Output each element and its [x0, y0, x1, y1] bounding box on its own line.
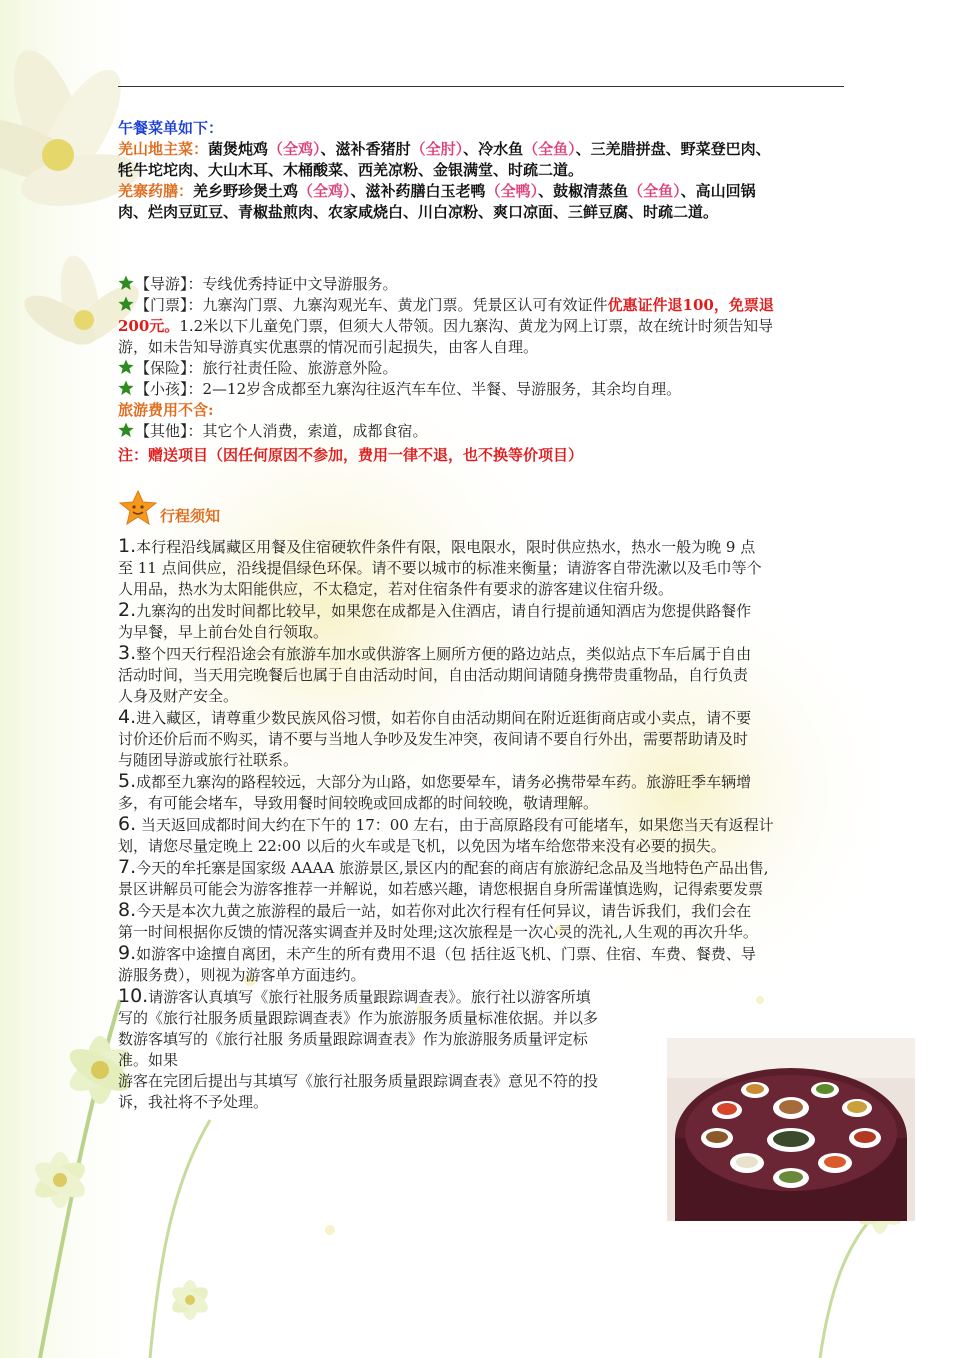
notice-line [118, 1071, 656, 1092]
notice-item [118, 814, 844, 857]
notice-text: 今天是本次九黄之旅游程的最后一站，如若你对此次行程有任何异议，请告诉我们，我们会在 [136, 902, 752, 920]
notice-number: 9. [118, 942, 137, 964]
notice-number: 5. [118, 770, 137, 792]
notice-line [118, 965, 844, 986]
green-star-icon [118, 359, 134, 375]
smiling-orange-star-icon [118, 490, 158, 526]
notice-text: 至 11 点间供应，沿线提倡绿色环保。请不要以城市的标准来衡量；请游客自带洗漱以及毛巾等个 [118, 559, 762, 577]
notice-number: 2. [118, 599, 137, 621]
dish-text: 菌煲炖鸡 [208, 140, 269, 158]
notice-text: 今天的牟托寨是国家级 AAAA 旅游景区,景区内的配套的商店有旅游纪念品及当地特色产品出售, [136, 859, 769, 877]
notice-text: 讨价还价后而不购买，请不要与当地人争吵及发生冲突，夜间请不要自行外出，需要帮助请及时 [118, 730, 749, 748]
notice-text: 整个四天行程沿途会有旅游车加水或供游客上厕所方便的路边站点，类似站点下车后属于自由 [136, 645, 752, 663]
menu-main-line-2: 牦牛坨坨肉、大山木耳、木桶酸菜、西羌凉粉、金银满堂、时疏二道。 [118, 161, 584, 179]
dish-tag: （全肘） [410, 140, 464, 158]
notice-line [118, 558, 844, 579]
notice-line [118, 600, 844, 622]
notice-line [118, 922, 844, 943]
notice-line [118, 622, 844, 643]
notice-text: 活动时间，当天用完晚餐后也属于自由活动时间，自由活动期间请随身携带贵重物品，自行负责 [118, 666, 749, 684]
notice-text: 人用品，热水为太阳能供应，不太稳定，若对住宿条件有要求的游客建议住宿升级。 [118, 580, 674, 598]
notice-line [118, 814, 844, 836]
notice-line [118, 1008, 656, 1029]
notice-line [118, 579, 844, 600]
notice-number: 8. [118, 899, 137, 921]
notice-item [118, 536, 844, 600]
gift-note: 注：赠送项目（因任何原因不参加，费用一律不退，也不换等价项目） [118, 446, 584, 464]
notice-text: 九寨沟的出发时间都比较早，如果您在成都是入住酒店，请自行提前通知酒店为您提供路餐作 [136, 602, 752, 620]
notice-line [118, 1092, 656, 1113]
item-text: ：九寨沟门票、九寨沟观光车、黄龙门票。凭景区认可有效证件 [187, 296, 608, 314]
dish-text: 、三羌腊拼盘、野菜登巴肉、 [575, 140, 771, 158]
menu-heading: 午餐菜单如下： [118, 119, 224, 137]
notice-text: 成都至九寨沟的路程较远，大部分为山路，如您要晕车，请务必携带晕车药。旅游旺季车辆增 [136, 773, 752, 791]
notice-number: 1. [118, 535, 137, 557]
notice-line [118, 536, 844, 558]
dish-tag: （全鸡） [298, 182, 351, 200]
notice-number: 7. [118, 856, 137, 878]
menu-herb-line-2: 肉、烂肉豆豇豆、青椒盐煎肉、农家咸烧白、川白凉粉、爽口凉面、三鲜豆腐、时疏二道。 [118, 203, 719, 221]
notice-text: 为早餐，早上前台处自行领取。 [118, 623, 329, 641]
notice-item [118, 771, 844, 814]
notice-list [118, 536, 844, 1113]
notice-line [118, 1050, 656, 1071]
menu-main-line-1 [118, 139, 858, 160]
green-star-icon [118, 422, 134, 438]
notice-text: 写的《旅行社服务质量跟踪调查表》作为旅游服务质量标准依据。并以多 [118, 1009, 599, 1027]
item-text: ：2—12岁含成都至九寨沟往返汽车车位、半餐、导游服务，其余均自理。 [187, 380, 682, 398]
notice-text: 当天返回成都时间大约在下午的 17：00 左右，由于高原路段有可能堵车，如果您当天有返程计 [136, 816, 774, 834]
include-child [118, 379, 844, 400]
notice-text: 准。如果 [118, 1051, 179, 1069]
notice-number: 10. [118, 985, 149, 1007]
item-text: ：其它个人消费，索道，成都食宿。 [187, 422, 428, 440]
item-text: ：专线优秀持证中文导游服务。 [187, 275, 398, 293]
notice-text: 如游客中途擅自离团，未产生的所有费用不退（包 括往返飞机、门票、住宿、车费、餐费、导 [136, 945, 756, 963]
notice-text: 与随团导游或旅行社联系。 [118, 751, 299, 769]
dish-text: 、滋补香猪肘 [320, 140, 411, 158]
include-ticket-cont-2: 游，如未告知导游真实优惠票的情况而引起损失，由客人自理。 [118, 338, 539, 356]
notice-text: 诉，我社将不予处理。 [118, 1093, 269, 1111]
item-label: 【保险】 [135, 359, 188, 377]
dish-text: 、冷水鱼 [463, 140, 524, 158]
notice-text: 游客在完团后提出与其填写《旅行社服务质量跟踪调查表》意见不符的投 [118, 1072, 599, 1090]
notice-line [118, 686, 844, 707]
refund-note: 优惠证件退100，免票退 [607, 296, 774, 314]
notice-text: 数游客填写的《旅行社服 务质量跟踪调查表》作为旅游服务质量评定标 [118, 1030, 588, 1048]
dish-text: 羌乡野珍煲土鸡 [193, 182, 299, 200]
green-star-icon [118, 380, 134, 396]
item-label: 【导游】 [135, 275, 188, 293]
includes-section [118, 274, 844, 466]
item-text: 1.2米以下儿童免门票，但须大人带领。因九寨沟、黄龙为网上订票，故在统计时须告知导 [179, 317, 774, 335]
notice-line [118, 879, 844, 900]
header-rule [118, 86, 844, 87]
refund-note: 200元。 [118, 317, 180, 335]
notice-line [118, 643, 844, 665]
notice-text: 请游客认真填写《旅行社服务质量跟踪调查表》。旅行社以游客所填 [148, 988, 591, 1006]
notice-line [118, 986, 656, 1008]
notice-number: 4. [118, 706, 137, 728]
banquet-table-photo [667, 1038, 915, 1221]
dish-tag: （全鸭） [485, 182, 539, 200]
excludes-heading: 旅游费用不含: [118, 401, 214, 419]
notice-text: 第一时间根据你反馈的情况落实调查并及时处理;这次旅程是一次心灵的洗礼,人生观的再次升华。 [118, 923, 758, 941]
notice-number: 6. [118, 813, 137, 835]
notice-title-row [118, 490, 220, 526]
banquet-photo-image [667, 1038, 915, 1221]
notice-text: 游服务费），则视为游客单方面违约。 [118, 966, 366, 984]
notice-line [118, 771, 844, 793]
dish-text: 、滋补药膳白玉老鸭 [350, 182, 486, 200]
include-ticket [118, 295, 844, 316]
item-label: 【小孩】 [135, 380, 188, 398]
dish-tag: （全鱼） [523, 140, 576, 158]
notice-line [118, 900, 844, 922]
menu-section [118, 118, 858, 223]
notice-text: 景区讲解员可能会为游客推荐一并解说，如若感兴趣，请您根据自身所需谨慎选购，记得索要发票 [118, 880, 764, 898]
menu-main-label: 羌山地主菜： [118, 140, 209, 158]
notice-item [118, 707, 844, 771]
notice-line [118, 943, 844, 965]
dish-text: 、鼓椒清蒸鱼 [538, 182, 629, 200]
notice-item [118, 643, 844, 707]
item-text: ：旅行社责任险、旅游意外险。 [187, 359, 398, 377]
include-insurance [118, 358, 844, 379]
notice-number: 3. [118, 642, 137, 664]
notice-line [118, 750, 844, 771]
notice-text: 划，请您尽量定晚上 22:00 以后的火车或是飞机，以免因为堵车给您带来没有必要的损失。 [118, 837, 726, 855]
notice-item [118, 857, 844, 900]
notice-line [118, 1029, 656, 1050]
notice-text: 多，有可能会堵车，导致用餐时间较晚或回成都的时间较晚，敬请理解。 [118, 794, 599, 812]
green-star-icon [118, 275, 134, 291]
notice-title: 行程须知 [160, 506, 221, 525]
include-ticket-cont [118, 316, 844, 337]
notice-line [118, 665, 844, 686]
notice-text: 人身及财产安全。 [118, 687, 239, 705]
dish-tag: （全鱼） [628, 182, 681, 200]
notice-line [118, 836, 844, 857]
notice-text: 进入藏区，请尊重少数民族风俗习惯，如若你自由活动期间在附近逛街商店或小卖点，请不要 [136, 709, 752, 727]
notice-item [118, 600, 844, 643]
item-label: 【其他】 [135, 422, 188, 440]
exclude-other [118, 421, 844, 442]
item-label: 【门票】 [135, 296, 188, 314]
notice-line [118, 857, 844, 879]
notice-item [118, 900, 844, 943]
menu-herb-label: 羌寨药膳： [118, 182, 194, 200]
include-guide [118, 274, 844, 295]
notice-line [118, 729, 844, 750]
notice-line [118, 707, 844, 729]
notice-item [118, 943, 844, 986]
notice-line [118, 793, 844, 814]
green-star-icon [118, 296, 134, 312]
dish-text: 、高山回锅 [680, 182, 756, 200]
dish-tag: （全鸡） [268, 140, 321, 158]
menu-herb-line-1 [118, 181, 858, 202]
notice-text: 本行程沿线属藏区用餐及住宿硬软件条件有限，限电限水，限时供应热水，热水一般为晚 9 点 [136, 538, 756, 556]
